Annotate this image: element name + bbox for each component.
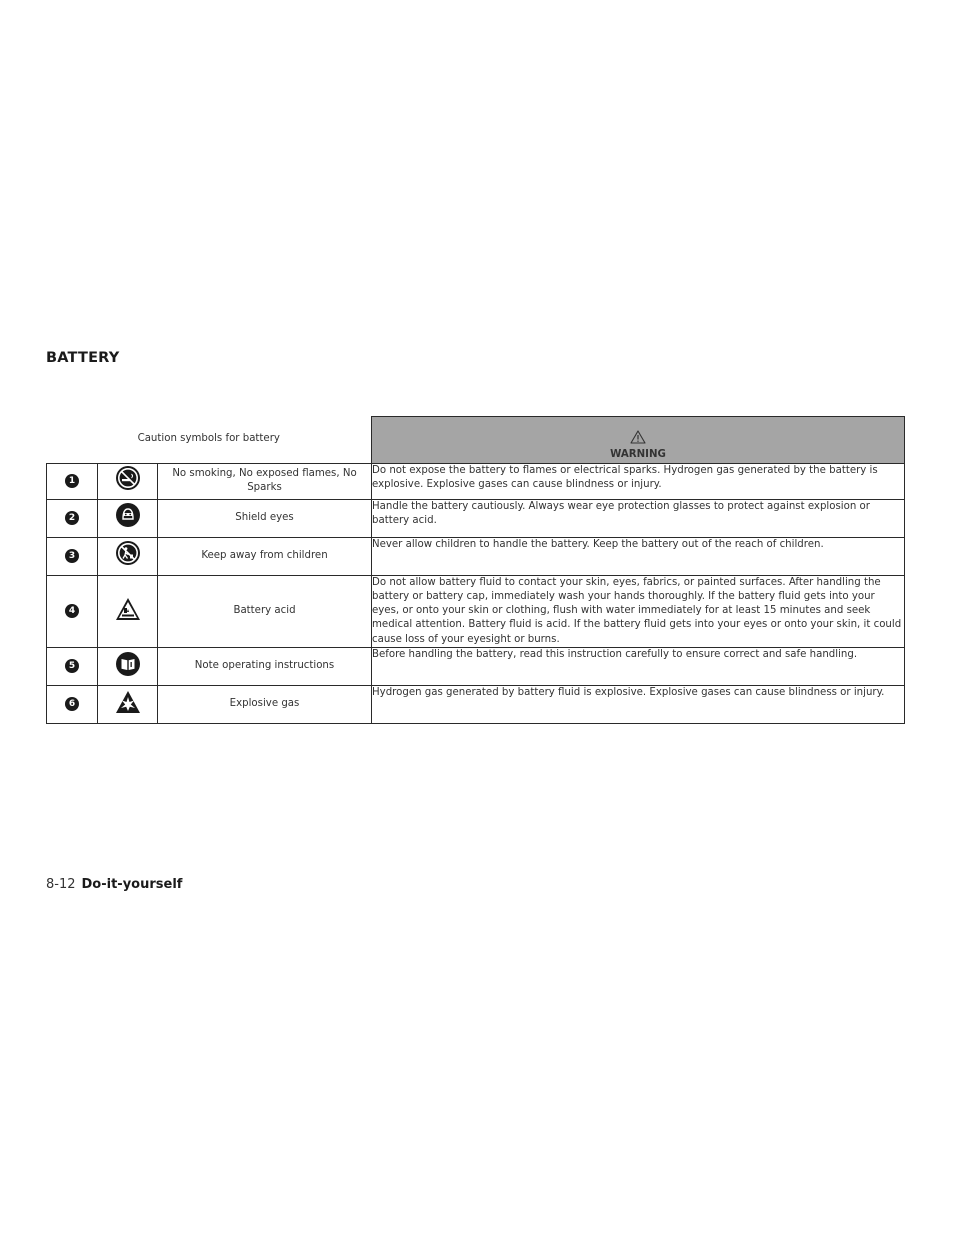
row-number-badge: 3 (65, 549, 79, 563)
symbol-label: Battery acid (158, 575, 372, 647)
symbol-description: Handle the battery cautiously. Always wear eye protection glasses to protect against explosion or battery acid. (372, 499, 905, 537)
warning-triangle-icon (630, 430, 646, 444)
table-row (47, 575, 905, 647)
battery-caution-table (46, 416, 905, 724)
chapter-title: Do-it-yourself (81, 877, 183, 892)
page-footer (46, 877, 182, 892)
symbol-description: Before handling the battery, read this instruction carefully to ensure correct and safe handling. (372, 647, 905, 685)
row-number-badge: 2 (65, 511, 79, 525)
symbol-description: Never allow children to handle the battery. Keep the battery out of the reach of children. (372, 537, 905, 575)
warning-header (372, 417, 905, 464)
table-caption: Caution symbols for battery (47, 417, 372, 464)
row-number-badge: 1 (65, 474, 79, 488)
row-number-badge: 4 (65, 604, 79, 618)
symbol-label: Explosive gas (158, 685, 372, 723)
symbol-description: Do not expose the battery to flames or electrical sparks. Hydrogen gas generated by the battery is explosive. Explosive gases can cause blindness or injury. (372, 463, 905, 499)
symbol-label: Keep away from children (158, 537, 372, 575)
row-number-badge: 6 (65, 697, 79, 711)
battery-acid-icon (115, 597, 141, 621)
row-number-badge: 5 (65, 659, 79, 673)
symbol-label: No smoking, No exposed flames, No Sparks (158, 463, 372, 499)
symbol-description: Do not allow battery fluid to contact your skin, eyes, fabrics, or painted surfaces. After handling the battery or battery cap, immediately wash your hands thoroughly. If the battery fluid gets into your eyes, or onto your skin or clothing, flush with water immediately for at least 15 minutes and seek medical attention. Battery fluid is acid. If the battery fluid gets into your eyes or onto your skin, it could cause loss of your eyesight or burns. (372, 575, 905, 647)
symbol-label: Shield eyes (158, 499, 372, 537)
shield-eyes-icon (115, 502, 141, 528)
warning-label: WARNING (610, 449, 666, 461)
keep-away-children-icon (115, 540, 141, 566)
explosive-gas-icon (115, 690, 141, 714)
page-number: 8-12 (46, 877, 76, 892)
table-row (47, 647, 905, 685)
table-row (47, 685, 905, 723)
symbol-label: Note operating instructions (158, 647, 372, 685)
section-title: BATTERY (46, 350, 120, 366)
no-smoking-icon (115, 465, 141, 491)
table-row (47, 537, 905, 575)
table-row (47, 499, 905, 537)
table-row (47, 463, 905, 499)
symbol-description: Hydrogen gas generated by battery fluid is explosive. Explosive gases can cause blindness or injury. (372, 685, 905, 723)
operating-instructions-icon (115, 651, 141, 677)
table-header-row (47, 417, 905, 464)
